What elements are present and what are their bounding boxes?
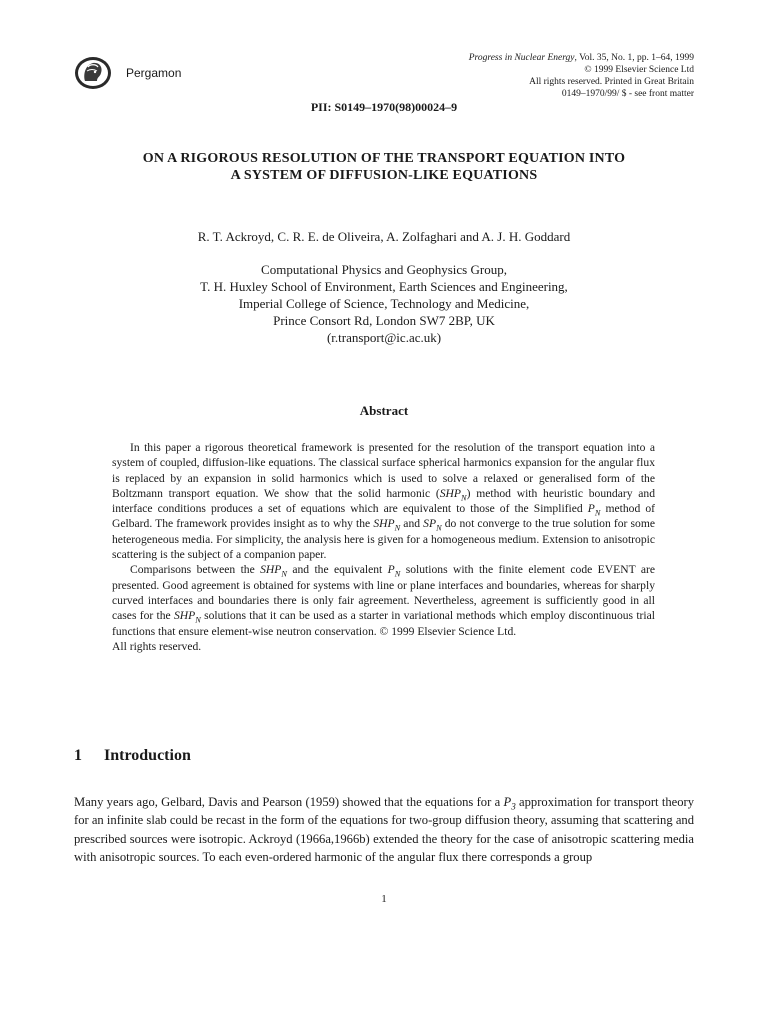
abstract-paragraph-2 (112, 562, 655, 638)
section-title: Introduction (104, 747, 191, 764)
introduction-body (74, 793, 694, 867)
paper-title (60, 150, 708, 184)
publisher-name: Pergamon (126, 66, 182, 80)
intro-text: Many years ago, Gelbard, Davis and Pearson (1959) showed that the equations for a (74, 795, 504, 809)
math-p3 (503, 795, 516, 812)
math-pn (587, 502, 601, 518)
title-line-1: ON A RIGOROUS RESOLUTION OF THE TRANSPORT EQUATION INTO (142, 151, 626, 166)
math-subscript: N (281, 569, 287, 579)
pergamon-logo (73, 55, 113, 91)
math-subscript: N (394, 523, 401, 533)
math-shpn (439, 486, 467, 503)
page-number: 1 (381, 893, 387, 905)
journal-copyright: © 1999 Elsevier Science Ltd (584, 65, 694, 75)
math-subscript: N (436, 523, 442, 533)
abstract-text: and the equivalent (286, 563, 388, 577)
math-pn (387, 563, 401, 579)
math-spn (423, 517, 442, 533)
journal-details: , Vol. 35, No. 1, pp. 1–64, 1999 (574, 53, 694, 63)
math-subscript: N (461, 493, 467, 503)
section-heading (74, 747, 191, 765)
math-shpn (173, 609, 201, 625)
section-number: 1 (74, 747, 82, 764)
abstract-text: do not converge to the true solution for some heterogeneous media. For simplicity, the analysis here is given for a homogeneous medium. Extension to anisotropic scattering is the subject of a companion paper. (112, 517, 655, 562)
math-symbol: SHP (173, 609, 196, 623)
math-symbol: SHP (373, 517, 395, 531)
abstract-text: In this paper a rigorous theoretical framework is presented for the resolution of the transport equation into a system of coupled, diffusion-like equations. The classical surface spherical harmonics expansion for the angular flux is replaced by an expansion in solid harmonics which is used to solve a relaxed or generalised form of the Boltzmann transport equation. We show that the solid harmonic ( (112, 441, 655, 500)
math-symbol: SP (423, 517, 437, 531)
abstract-text: solutions that it can be used as a starter in variational methods which employ discontinuous trial functions that ensure element-wise neutron conservation. © 1999 Elsevier Science Ltd. (112, 609, 655, 638)
math-subscript: 3 (511, 801, 516, 812)
math-subscript: N (394, 569, 401, 579)
introduction-paragraph-1 (74, 793, 694, 867)
abstract-body (112, 440, 655, 654)
pii-identifier: PII: S0149–1970(98)00024–9 (310, 100, 458, 114)
affiliation-email: (r.transport@ic.ac.uk) (326, 330, 442, 345)
math-symbol: SHP (260, 563, 282, 577)
abstract-text: ) method with heuristic boundary and interface conditions produces a set of equations which are equivalent to those of the Simplified (112, 486, 655, 516)
abstract-text: Comparisons between the (130, 563, 261, 577)
affiliation-line-2: T. H. Huxley School of Environment, Earth Sciences and Engineering, (200, 279, 568, 294)
math-shpn (373, 517, 401, 533)
math-subscript: N (594, 508, 601, 518)
abstract-text: method of Gelbard. The framework provides insight as to why the (112, 502, 655, 531)
abstract-rights: All rights reserved. (112, 639, 202, 653)
math-shpn (260, 563, 287, 579)
journal-info (469, 52, 694, 100)
abstract-text: solutions with the finite element code EVENT are presented. Good agreement is obtained for systems with line or plane interfaces and boundaries, whereas for sharply curved interfaces and boundaries there is only fair agreement. Nevertheless, agreement is sufficiently good in all cases for the (112, 563, 655, 623)
abstract-paragraph-1 (112, 440, 655, 562)
affiliation (0, 261, 768, 346)
abstract-heading: Abstract (359, 403, 409, 418)
title-line-2: A SYSTEM OF DIFFUSION-LIKE EQUATIONS (230, 168, 538, 183)
journal-issn: 0149–1970/99/ $ - see front matter (561, 89, 694, 99)
intro-text: approximation for transport theory for an infinite slab could be recast in the form of the equations for two-group diffusion theory, assuming that scattering and prescribed sources were isotropic. Ackroyd (1966a,1966b) extended the theory for the case of anisotropic scattering media with anisotropic sources. To each even-ordered harmonic of the angular flux there corresponds a group (74, 795, 694, 865)
journal-citation (469, 52, 694, 64)
affiliation-line-3: Imperial College of Science, Technology and Medicine, (238, 296, 530, 311)
math-subscript: N (195, 615, 201, 625)
journal-name: Progress in Nuclear Energy (468, 53, 575, 63)
math-symbol: P (587, 502, 595, 516)
math-symbol: SHP (439, 486, 462, 500)
affiliation-line-1: Computational Physics and Geophysics Group, (261, 262, 507, 277)
affiliation-line-4: Prince Consort Rd, London SW7 2BP, UK (273, 313, 495, 328)
math-symbol: P (503, 795, 512, 809)
authors: R. T. Ackroyd, C. R. E. de Oliveira, A. Zolfaghari and A. J. H. Goddard (197, 229, 571, 244)
abstract-text: and (400, 517, 424, 531)
journal-rights: All rights reserved. Printed in Great Britain (529, 77, 694, 87)
math-symbol: P (387, 563, 395, 577)
